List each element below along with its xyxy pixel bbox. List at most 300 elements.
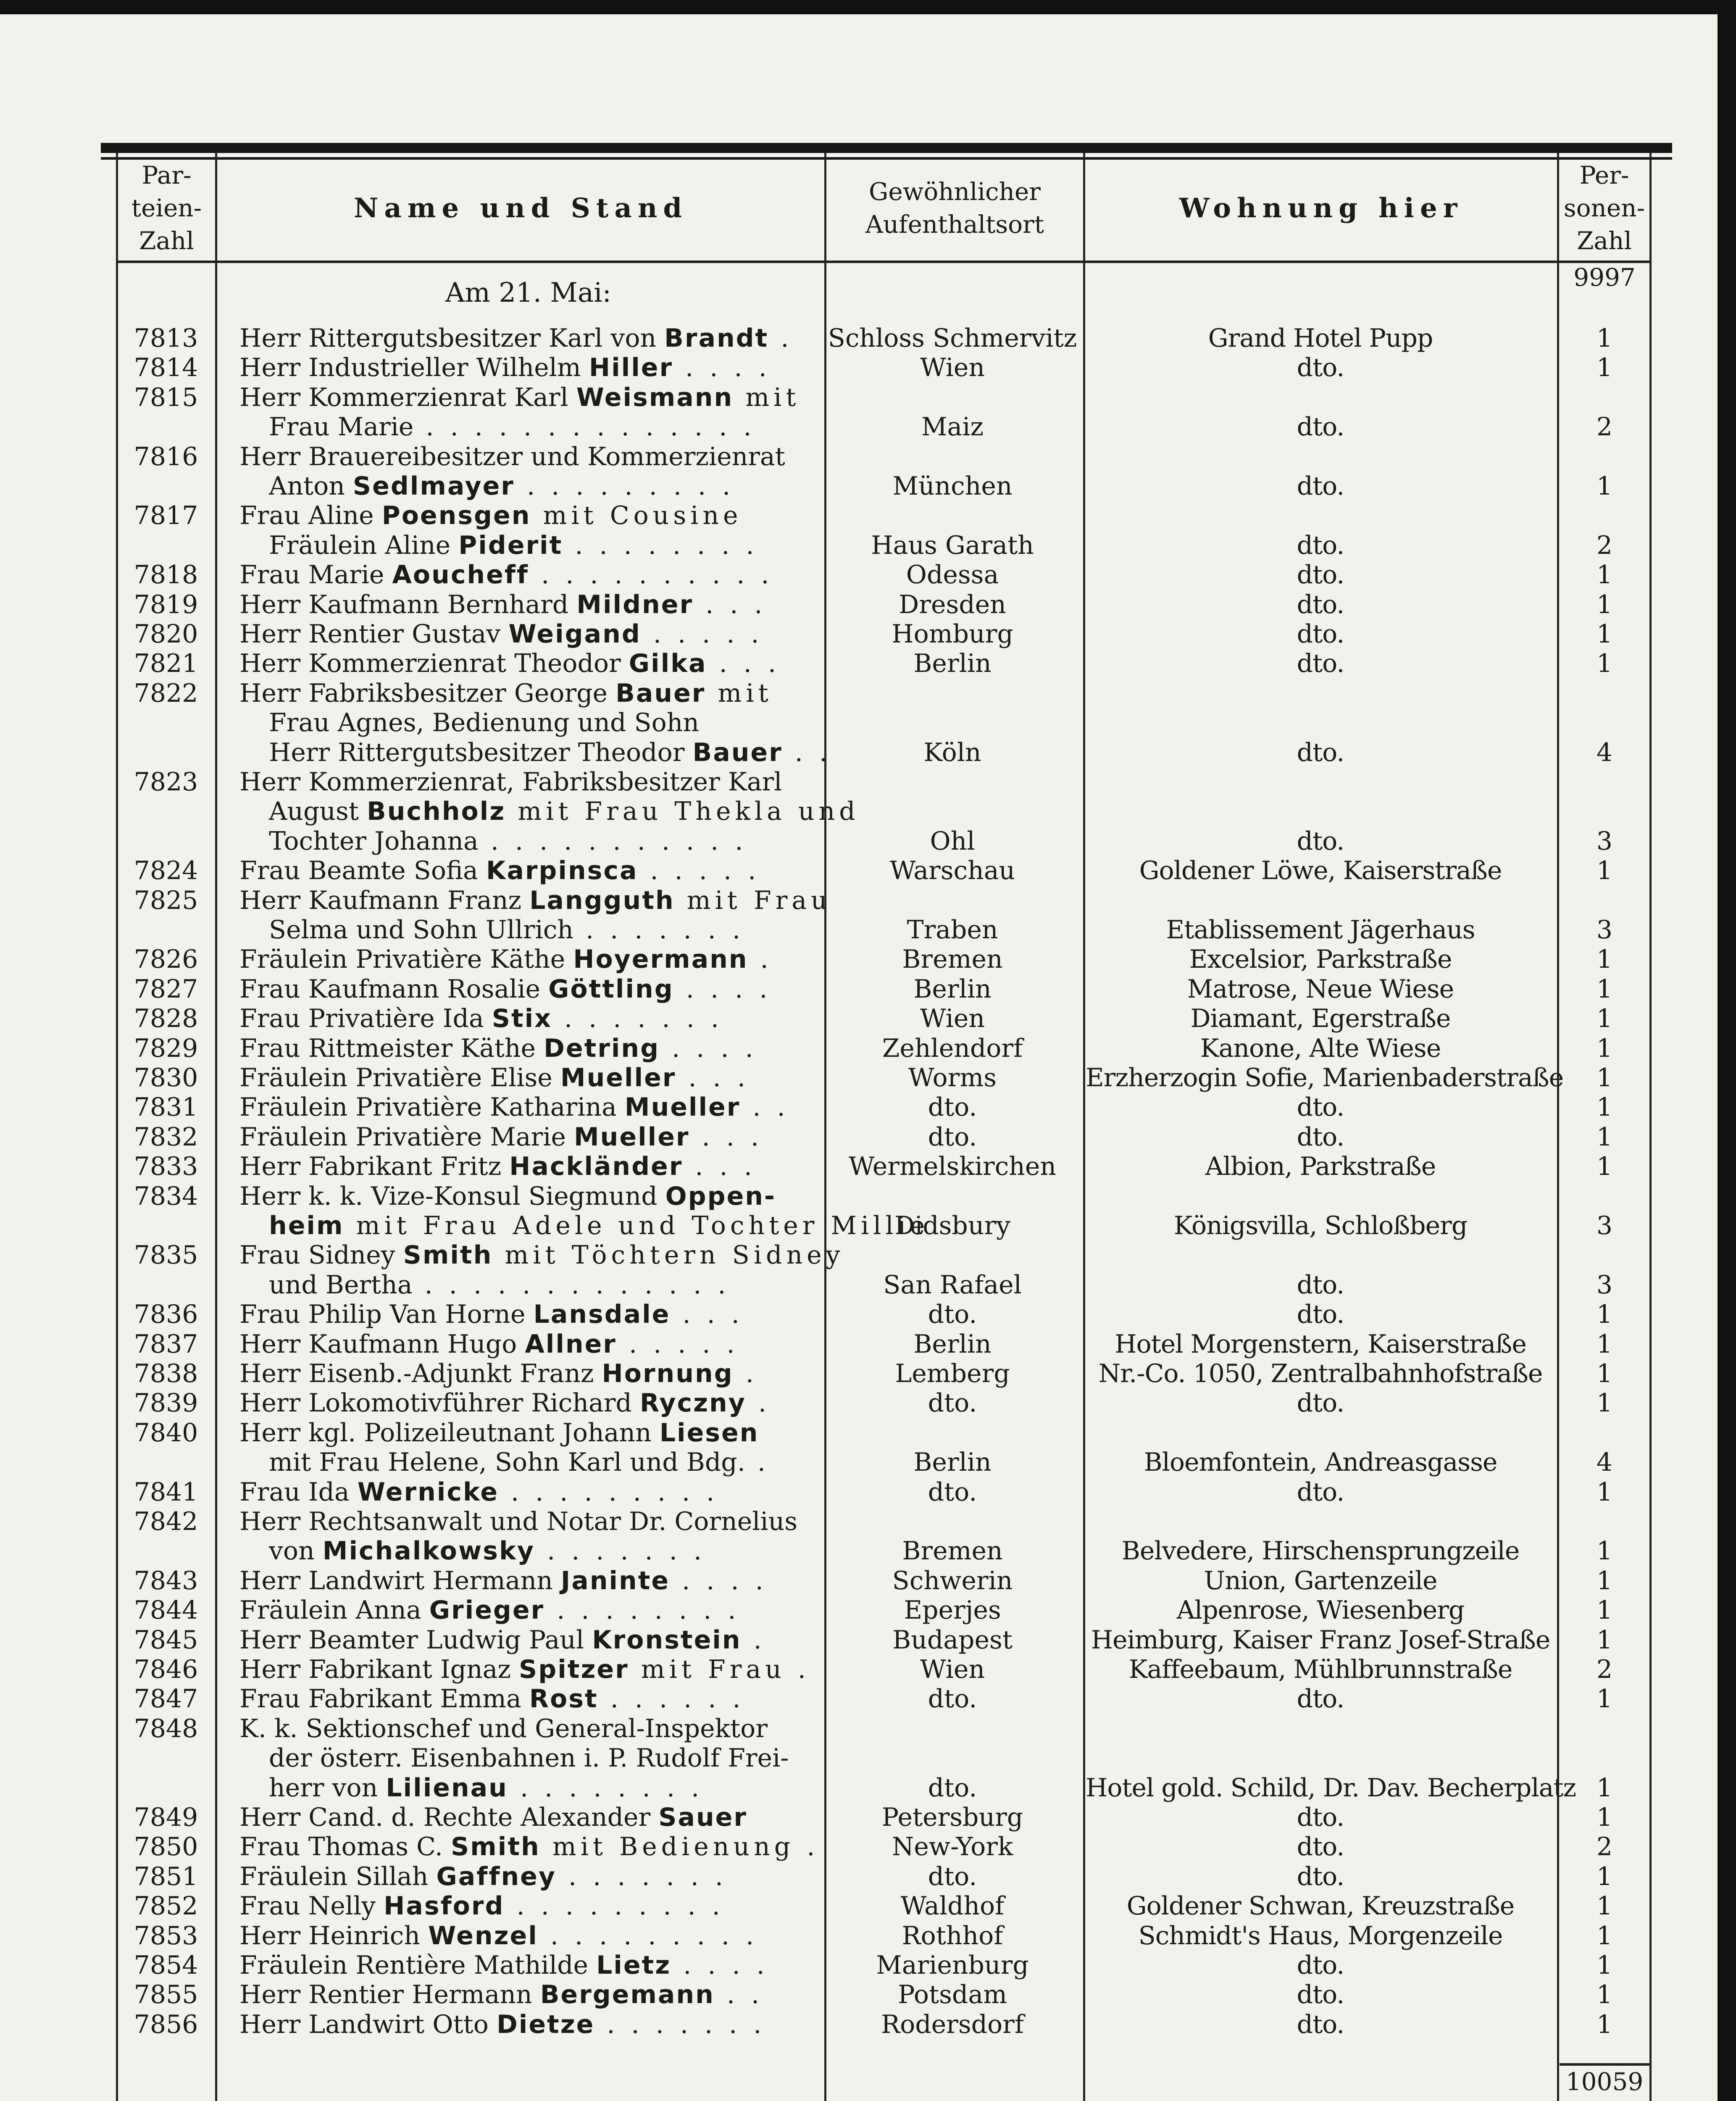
wohnung-hier: dto. <box>1297 1270 1344 1300</box>
header-personen-zahl: Per- sonen- Zahl <box>1563 161 1645 255</box>
surname: Kronstein <box>592 1625 742 1655</box>
name-text: Herr Rittergutsbesitzer Karl von <box>239 324 665 353</box>
name-text: Herr k. k. Vize-Konsul Siegmund <box>239 1181 665 1211</box>
name-und-stand <box>239 1034 819 1063</box>
parteien-nummer: 7854 <box>134 1951 198 1980</box>
aufenthaltsort: Homburg <box>892 619 1013 649</box>
table-row <box>0 1418 1736 1448</box>
aufenthaltsort: Wermelskirchen <box>849 1152 1056 1182</box>
name-und-stand <box>239 560 819 590</box>
name-trailer: . . . . . . . . . <box>514 471 735 501</box>
table-row <box>0 1448 1736 1477</box>
name-trailer: . . . <box>670 1300 744 1330</box>
table-row <box>0 649 1736 678</box>
aufenthaltsort: Schloss Schmervitz <box>828 324 1077 353</box>
wohnung-hier: dto. <box>1297 1684 1344 1714</box>
aufenthaltsort: Dresden <box>899 590 1006 619</box>
name-text: Herr Industrieller Wilhelm <box>239 353 589 383</box>
table-row <box>0 1832 1736 1861</box>
name-trailer: . . <box>782 737 831 767</box>
name-und-stand <box>239 1951 819 1980</box>
parteien-nummer: 7824 <box>134 856 198 886</box>
surname: Wernicke <box>357 1477 499 1507</box>
aufenthaltsort: Wien <box>920 353 985 383</box>
table-row <box>0 1477 1736 1507</box>
header-aufenthaltsort: Gewöhnlicher Aufenthaltsort <box>865 177 1044 239</box>
wohnung-hier: dto. <box>1297 471 1344 501</box>
wohnung-hier: dto. <box>1297 619 1344 649</box>
name-text: Frau Thomas C. <box>239 1832 451 1862</box>
table-row <box>0 797 1736 826</box>
surname: Hasford <box>384 1891 505 1921</box>
surname: Sedlmayer <box>352 471 515 501</box>
name-und-stand <box>239 1182 819 1211</box>
personen-zahl: 1 <box>1596 1477 1613 1507</box>
surname: Dietze <box>496 2009 595 2039</box>
parteien-nummer: 7847 <box>134 1684 198 1714</box>
surname: Mildner <box>576 590 694 619</box>
wohnung-hier: dto. <box>1297 590 1344 619</box>
table-row <box>0 590 1736 619</box>
table-row <box>0 1921 1736 1951</box>
name-und-stand <box>239 1536 819 1566</box>
aufenthaltsort: Rodersdorf <box>881 2009 1024 2039</box>
name-trailer: . <box>768 324 793 353</box>
surname: Bauer <box>692 737 783 767</box>
table-row <box>0 383 1736 412</box>
parteien-nummer: 7845 <box>134 1625 198 1655</box>
table-row <box>0 1240 1736 1270</box>
name-und-stand <box>239 324 819 353</box>
name-trailer: . . . . . <box>641 619 763 649</box>
name-text: Herr Rittergutsbesitzer Theodor <box>269 737 693 767</box>
name-text: Tochter Johanna <box>269 826 479 856</box>
parteien-nummer: 7818 <box>134 560 198 590</box>
table-row <box>0 1152 1736 1181</box>
aufenthaltsort: dto. <box>928 1093 977 1122</box>
parteien-nummer: 7819 <box>134 590 198 619</box>
aufenthaltsort: dto. <box>928 1388 977 1418</box>
surname: Göttling <box>548 974 674 1004</box>
aufenthaltsort: Wien <box>920 1655 985 1684</box>
name-text: Herr Kaufmann Hugo <box>239 1329 525 1359</box>
table-row <box>0 708 1736 737</box>
parteien-nummer: 7840 <box>134 1418 198 1448</box>
name-trailer: . . . . . . . . <box>508 1773 704 1803</box>
parteien-nummer: 7821 <box>134 649 198 679</box>
name-und-stand <box>239 974 819 1004</box>
name-text: Frau Sidney <box>239 1240 403 1270</box>
name-text: Fräulein Sillah <box>239 1861 437 1891</box>
name-und-stand <box>239 1240 844 1270</box>
parteien-nummer: 7839 <box>134 1388 198 1418</box>
parteien-nummer: 7851 <box>134 1861 198 1891</box>
name-text: Frau Marie <box>239 560 392 590</box>
name-text: Frau Rittmeister Käthe <box>239 1033 544 1063</box>
parteien-nummer: 7852 <box>134 1891 198 1921</box>
parteien-nummer: 7829 <box>134 1033 198 1063</box>
personen-zahl: 1 <box>1596 945 1613 974</box>
name-und-stand <box>239 856 819 885</box>
aufenthaltsort: Petersburg <box>881 1803 1023 1832</box>
name-text: Herr Cand. d. Rechte Alexander <box>239 1803 659 1832</box>
wohnung-hier: dto. <box>1297 1122 1344 1152</box>
personen-zahl: 1 <box>1596 1861 1613 1891</box>
name-text: Frau Agnes, Bedienung und Sohn <box>269 708 700 738</box>
surname: Lilienau <box>386 1773 508 1803</box>
name-trailer: . . . . . <box>616 1329 739 1359</box>
aufenthaltsort: Berlin <box>913 974 992 1004</box>
name-text: Herr Kaufmann Franz <box>239 885 530 915</box>
wohnung-hier: Schmidt's Haus, Morgenzeile <box>1138 1921 1503 1951</box>
personen-zahl: 2 <box>1596 412 1613 442</box>
table-row <box>0 1300 1736 1329</box>
name-text: Herr Fabrikant Fritz <box>239 1152 510 1182</box>
parteien-nummer: 7850 <box>134 1832 198 1862</box>
surname: Weismann <box>576 382 734 412</box>
surname: Mueller <box>560 1063 676 1093</box>
wohnung-hier: Goldener Löwe, Kaiserstraße <box>1139 856 1502 886</box>
surname: Langguth <box>529 885 675 915</box>
name-trailer: . . . <box>676 1063 750 1093</box>
name-und-stand <box>239 501 819 530</box>
table-row <box>0 471 1736 501</box>
wohnung-hier: dto. <box>1297 1300 1344 1330</box>
header-name-und-stand: Name und Stand <box>353 192 688 224</box>
table-row <box>0 767 1736 797</box>
personen-zahl: 1 <box>1596 1122 1613 1152</box>
personen-zahl: 1 <box>1596 1921 1613 1951</box>
personen-zahl: 4 <box>1596 1448 1613 1477</box>
personen-zahl: 1 <box>1596 649 1613 679</box>
wohnung-hier: dto. <box>1297 826 1344 856</box>
personen-zahl: 1 <box>1596 974 1613 1004</box>
surname: Hornung <box>602 1359 734 1388</box>
aufenthaltsort: Haus Garath <box>871 530 1034 560</box>
name-und-stand <box>239 1330 819 1359</box>
parteien-nummer: 7843 <box>134 1566 198 1595</box>
table-row <box>0 353 1736 382</box>
name-und-stand <box>239 1773 819 1803</box>
aufenthaltsort: dto. <box>928 1300 977 1330</box>
name-trailer: mit Bedienung . <box>540 1832 819 1862</box>
parteien-nummer: 7833 <box>134 1152 198 1182</box>
wohnung-hier: Albion, Parkstraße <box>1205 1152 1436 1182</box>
wohnung-hier: Belvedere, Hirschensprungzeile <box>1121 1536 1520 1566</box>
aufenthaltsort: Berlin <box>913 1448 992 1477</box>
wohnung-hier: dto. <box>1297 1832 1344 1862</box>
aufenthaltsort: Maiz <box>921 412 984 442</box>
personen-zahl: 1 <box>1596 1536 1613 1566</box>
name-trailer: . . . <box>693 590 767 619</box>
name-text: Frau Privatière Ida <box>239 1004 492 1034</box>
surname: Poensgen <box>381 501 531 531</box>
wohnung-hier: Heimburg, Kaiser Franz Josef-Straße <box>1091 1625 1550 1655</box>
name-und-stand <box>239 1477 819 1507</box>
surname: Ryczny <box>639 1388 746 1418</box>
aufenthaltsort: Odessa <box>906 560 999 590</box>
wohnung-hier: dto. <box>1297 1388 1344 1418</box>
wohnung-hier: Diamant, Egerstraße <box>1190 1004 1451 1034</box>
parteien-nummer: 7836 <box>134 1300 198 1330</box>
aufenthaltsort: San Rafael <box>883 1270 1022 1300</box>
parteien-nummer: 7855 <box>134 1980 198 2010</box>
table-row <box>0 1803 1736 1832</box>
name-trailer: mit <box>705 678 773 708</box>
name-trailer: . <box>748 945 773 974</box>
personen-zahl: 1 <box>1596 1803 1613 1832</box>
name-und-stand <box>239 1300 819 1329</box>
name-trailer: . . . . . . . . . <box>498 1477 719 1507</box>
name-und-stand <box>239 945 819 974</box>
name-trailer: . . . . . . . . . . <box>529 560 773 590</box>
name-und-stand <box>239 442 819 471</box>
surname: Michalkowsky <box>322 1536 535 1566</box>
name-und-stand <box>239 1122 819 1152</box>
wohnung-hier: Kaffeebaum, Mühlbrunnstraße <box>1128 1655 1512 1684</box>
name-trailer: . . . . <box>671 1951 769 1980</box>
surname: Bauer <box>615 678 706 708</box>
table-row <box>0 1063 1736 1093</box>
personen-zahl: 1 <box>1596 1152 1613 1182</box>
wohnung-hier: Hotel gold. Schild, Dr. Dav. Becherplatz <box>1086 1773 1576 1803</box>
name-trailer: . . . . . . . . . . . . . . <box>413 412 756 442</box>
name-trailer: . . . . . . <box>598 1684 745 1714</box>
table-row <box>0 1359 1736 1388</box>
name-text: und Bertha <box>269 1270 413 1300</box>
personen-zahl: 1 <box>1596 1359 1613 1388</box>
wohnung-hier: Etablissement Jägerhaus <box>1166 915 1475 945</box>
wohnung-hier: dto. <box>1297 530 1344 560</box>
wohnung-hier: Kanone, Alte Wiese <box>1200 1033 1441 1063</box>
wohnung-hier: Nr.-Co. 1050, Zentralbahnhofstraße <box>1098 1359 1543 1388</box>
new-total: 10059 <box>1560 2063 1649 2096</box>
table-row <box>0 1004 1736 1033</box>
name-und-stand <box>239 737 831 767</box>
table-row <box>0 1891 1736 1921</box>
name-und-stand <box>239 1684 819 1714</box>
surname: Weigand <box>508 619 641 649</box>
name-trailer: mit Frau . <box>629 1655 810 1684</box>
name-und-stand <box>239 1448 819 1477</box>
aufenthaltsort: Waldhof <box>900 1891 1005 1921</box>
name-trailer: . . . . . . . <box>552 1004 723 1034</box>
surname: Mueller <box>624 1093 741 1122</box>
parteien-nummer: 7841 <box>134 1477 198 1507</box>
table-row <box>0 1093 1736 1122</box>
name-trailer: . . . . . . . . . <box>538 1921 758 1951</box>
name-text: Frau Philip Van Horne <box>239 1300 534 1330</box>
aufenthaltsort: Eperjes <box>904 1595 1001 1625</box>
parteien-nummer: 7856 <box>134 2009 198 2039</box>
name-trailer: . . . <box>689 1122 763 1152</box>
aufenthaltsort: Wien <box>920 1004 985 1034</box>
wohnung-hier: dto. <box>1297 412 1344 442</box>
name-text: Fräulein Privatière Elise <box>239 1063 560 1093</box>
name-und-stand <box>239 1625 819 1655</box>
wohnung-hier: dto. <box>1297 353 1344 383</box>
surname: Hoyermann <box>573 945 748 974</box>
header-parteien-zahl: Par- teien- Zahl <box>131 161 202 255</box>
table-row <box>0 1270 1736 1300</box>
wohnung-hier: dto. <box>1297 1477 1344 1507</box>
name-text: Herr Eisenb.-Adjunkt Franz <box>239 1359 602 1388</box>
table-row <box>0 1951 1736 1980</box>
personen-zahl: 2 <box>1596 1655 1613 1684</box>
name-text: Fräulein Aline <box>269 530 459 560</box>
table-row <box>0 442 1736 471</box>
name-und-stand <box>239 885 831 915</box>
personen-zahl: 3 <box>1596 1211 1613 1240</box>
name-text: Frau Ida <box>239 1477 358 1507</box>
surname: Karpinsca <box>486 856 638 886</box>
surname: Buchholz <box>367 797 506 827</box>
aufenthaltsort: Worms <box>908 1063 997 1093</box>
table-row <box>0 827 1736 856</box>
table-row <box>0 1625 1736 1655</box>
name-text: Herr Kommerzienrat Theodor <box>239 649 629 679</box>
name-und-stand <box>239 1270 819 1300</box>
name-und-stand <box>239 1714 819 1743</box>
parteien-nummer: 7832 <box>134 1122 198 1152</box>
name-und-stand <box>239 471 819 501</box>
surname: Lietz <box>596 1951 671 1980</box>
name-text: Herr Rechtsanwalt und Notar Dr. Cornelius <box>239 1507 798 1536</box>
name-text: Herr Kaufmann Bernhard <box>239 590 577 619</box>
name-und-stand <box>239 827 819 856</box>
table-row <box>0 2010 1736 2039</box>
table-row <box>0 560 1736 590</box>
name-trailer: mit <box>733 382 800 412</box>
name-text: K. k. Sektionschef und General-Inspektor <box>239 1714 768 1743</box>
name-trailer: . . . . <box>673 974 772 1004</box>
parteien-nummer: 7844 <box>134 1595 198 1625</box>
parteien-nummer: 7826 <box>134 945 198 974</box>
name-trailer: . . . . . . . <box>594 2009 766 2039</box>
parteien-nummer: 7830 <box>134 1063 198 1093</box>
table-row <box>0 915 1736 945</box>
table-row <box>0 1211 1736 1240</box>
table-row <box>0 738 1736 767</box>
name-trailer: mit Töchtern Sidney <box>492 1240 844 1270</box>
name-text: mit Frau Helene, Sohn Karl und Bdg. <box>269 1448 745 1477</box>
name-text: Herr Rentier Hermann <box>239 1980 540 2010</box>
surname: Detring <box>544 1033 660 1063</box>
personen-zahl: 1 <box>1596 619 1613 649</box>
aufenthaltsort: Zehlendorf <box>882 1033 1023 1063</box>
wohnung-hier: Grand Hotel Pupp <box>1208 324 1433 353</box>
parteien-nummer: 7849 <box>134 1803 198 1832</box>
aufenthaltsort: Potsdam <box>897 1980 1007 2010</box>
name-text: Selma und Sohn Ullrich <box>269 915 573 945</box>
name-und-stand <box>239 1862 819 1891</box>
name-und-stand <box>239 1388 819 1418</box>
name-text: August <box>269 797 367 827</box>
name-trailer: . . . . <box>670 1566 768 1595</box>
aufenthaltsort: Warschau <box>889 856 1015 886</box>
wohnung-hier: Hotel Morgenstern, Kaiserstraße <box>1115 1329 1526 1359</box>
aufenthaltsort: Köln <box>923 737 981 767</box>
name-und-stand <box>239 1595 819 1625</box>
parteien-nummer: 7842 <box>134 1507 198 1536</box>
aufenthaltsort: Berlin <box>913 1329 992 1359</box>
parteien-nummer: 7817 <box>134 501 198 531</box>
name-trailer: . . . . . . . . <box>563 530 758 560</box>
personen-zahl: 1 <box>1596 1063 1613 1093</box>
surname: Grieger <box>429 1595 545 1625</box>
aufenthaltsort: dto. <box>928 1122 977 1152</box>
table-row <box>0 1595 1736 1625</box>
header-wohnung-hier: Wohnung hier <box>1179 192 1463 224</box>
parteien-nummer: 7835 <box>134 1240 198 1270</box>
name-und-stand <box>239 1921 819 1951</box>
aufenthaltsort: Marienburg <box>876 1951 1029 1980</box>
name-trailer: . . . . . . . <box>535 1536 706 1566</box>
parteien-nummer: 7848 <box>134 1714 198 1743</box>
table-row <box>0 679 1736 708</box>
name-trailer: . . . . <box>673 353 771 383</box>
surname: Gaffney <box>436 1861 556 1891</box>
name-trailer: mit Frau <box>674 885 831 915</box>
parteien-nummer: 7820 <box>134 619 198 649</box>
table-row <box>0 531 1736 560</box>
aufenthaltsort: Berlin <box>913 649 992 679</box>
name-text: Fräulein Rentière Mathilde <box>239 1951 597 1980</box>
table-row <box>0 501 1736 530</box>
personen-zahl: 1 <box>1596 1980 1613 2010</box>
table-row <box>0 1862 1736 1891</box>
table-row <box>0 1980 1736 2009</box>
name-text: Anton <box>269 471 353 501</box>
name-und-stand <box>239 1211 929 1240</box>
parteien-nummer: 7834 <box>134 1181 198 1211</box>
name-und-stand <box>239 1832 819 1861</box>
wohnung-hier: Union, Gartenzeile <box>1204 1566 1437 1595</box>
surname: Allner <box>525 1329 617 1359</box>
aufenthaltsort: dto. <box>928 1773 977 1803</box>
wohnung-hier: Goldener Schwan, Kreuzstraße <box>1126 1891 1515 1921</box>
aufenthaltsort: Rothhof <box>902 1921 1003 1951</box>
previous-total: 9997 <box>1573 263 1636 292</box>
wohnung-hier: Erzherzogin Sofie, Marienbaderstraße <box>1086 1063 1564 1093</box>
aufenthaltsort: Schwerin <box>892 1566 1013 1595</box>
name-text: der österr. Eisenbahnen i. P. Rudolf Frei- <box>269 1743 789 1773</box>
wohnung-hier: dto. <box>1297 560 1344 590</box>
name-trailer: . <box>745 1448 770 1477</box>
name-text: Herr Kommerzienrat, Fabriksbesitzer Karl <box>239 767 782 797</box>
personen-zahl: 1 <box>1596 1033 1613 1063</box>
aufenthaltsort: Bremen <box>902 1536 1003 1566</box>
aufenthaltsort: Budapest <box>892 1625 1013 1655</box>
personen-zahl: 1 <box>1596 324 1613 353</box>
personen-zahl: 1 <box>1596 1773 1613 1803</box>
parteien-nummer: 7815 <box>134 382 198 412</box>
name-und-stand <box>239 1004 819 1033</box>
parteien-nummer: 7813 <box>134 324 198 353</box>
table-row <box>0 1122 1736 1152</box>
personen-zahl: 3 <box>1596 826 1613 856</box>
table-row <box>0 1566 1736 1595</box>
table-row <box>0 1507 1736 1536</box>
personen-zahl: 1 <box>1596 1566 1613 1595</box>
personen-zahl: 1 <box>1596 1684 1613 1714</box>
name-und-stand <box>239 708 819 737</box>
personen-zahl: 2 <box>1596 530 1613 560</box>
name-trailer: . . . . <box>660 1033 758 1063</box>
wohnung-hier: dto. <box>1297 1861 1344 1891</box>
name-trailer: . . . . . . . <box>556 1861 727 1891</box>
name-und-stand <box>239 1093 819 1122</box>
